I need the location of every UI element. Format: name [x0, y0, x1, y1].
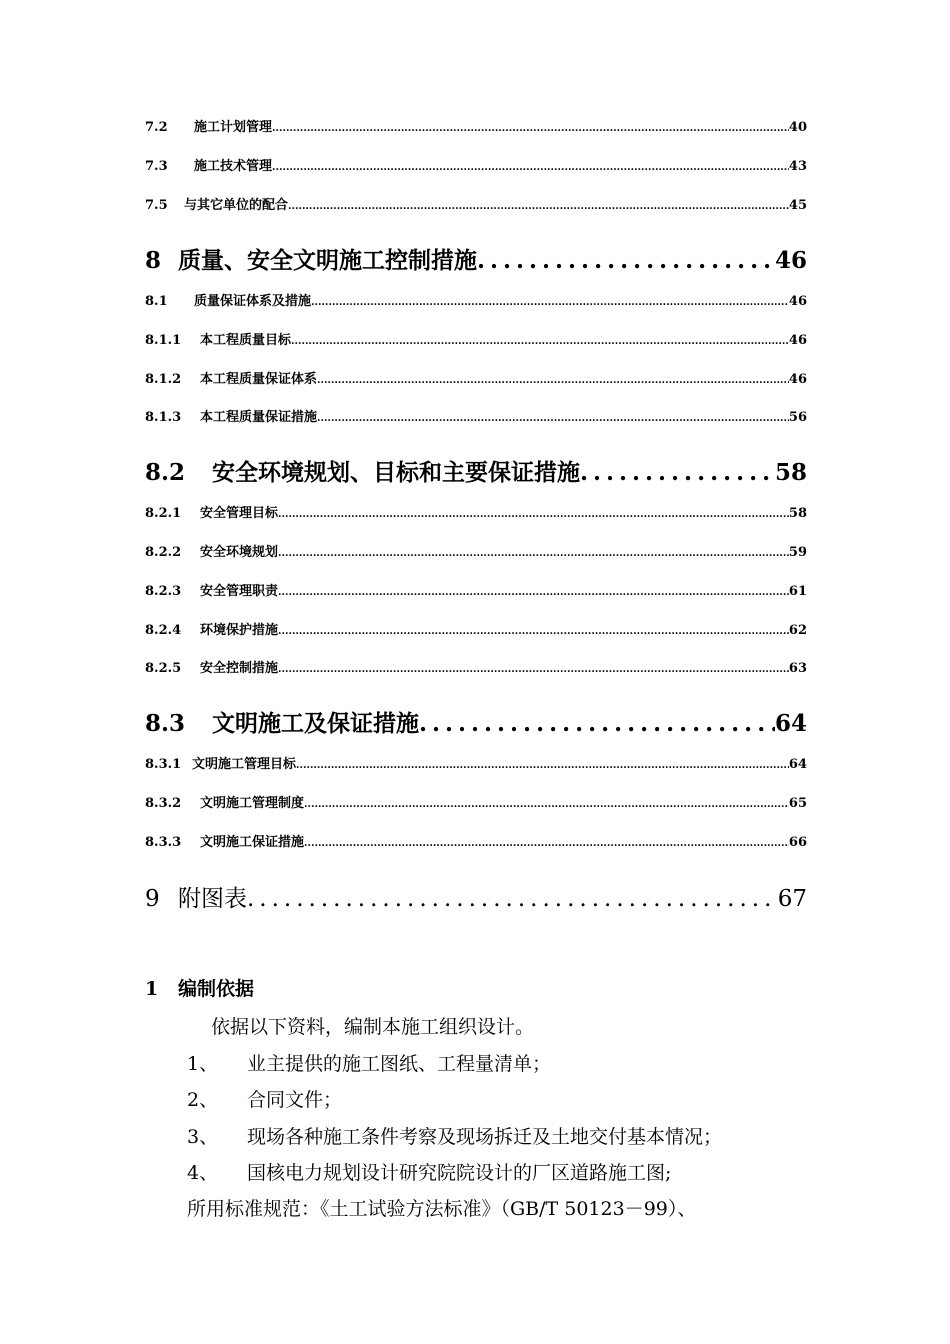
toc-entry[interactable] — [145, 502, 807, 521]
toc-entry-title: 安全控制措施 — [200, 661, 279, 676]
section-heading — [145, 974, 845, 1001]
section-title: 编制依据 — [178, 978, 255, 1000]
toc-entry-title: 安全环境规划、目标和主要保证措施 — [212, 459, 580, 486]
toc-entry-title: 本工程质量保证措施 — [200, 410, 318, 425]
toc-entry[interactable] — [145, 541, 807, 560]
toc-entry-page: 66 — [788, 835, 807, 850]
toc-entry[interactable] — [145, 242, 807, 275]
toc-entry-number: 8.2.3 — [145, 584, 182, 599]
toc-entry-page: 56 — [788, 410, 807, 425]
toc-entry-title: 安全环境规划 — [200, 545, 279, 560]
toc-entry-page: 59 — [788, 545, 807, 560]
toc-entry-number: 8 — [145, 247, 162, 274]
list-item — [187, 1049, 551, 1076]
toc-entry-page: 61 — [788, 584, 807, 599]
toc-entry[interactable] — [145, 705, 807, 738]
toc-entry-title: 环境保护措施 — [200, 623, 279, 638]
toc-entry-number: 8.1.3 — [145, 410, 182, 425]
toc-entry-title: 附图表 — [178, 886, 247, 912]
toc-entry-page: 58 — [774, 459, 807, 486]
toc-leader-dots — [247, 886, 778, 912]
toc-entry-number: 8.2.2 — [145, 545, 182, 560]
toc-leader-dots — [317, 375, 789, 386]
toc-entry-page: 45 — [788, 198, 807, 213]
toc-entry-page: 65 — [788, 796, 807, 811]
toc-entry-title: 质量保证体系及措施 — [194, 294, 312, 309]
list-item — [187, 1085, 342, 1112]
toc-entry[interactable] — [145, 831, 807, 850]
toc-entry-page: 46 — [788, 372, 807, 387]
toc-entry-page: 58 — [788, 506, 807, 521]
toc-entry[interactable] — [145, 290, 807, 309]
toc-entry-number: 7.2 — [145, 120, 168, 135]
toc-entry[interactable] — [145, 792, 807, 811]
standards-paragraph: 所用标准规范：《土工试验方法标准》（GB/T 50123－99）、 — [187, 1198, 697, 1220]
toc-leader-dots — [278, 626, 789, 637]
toc-entry[interactable] — [145, 406, 807, 425]
toc-entry[interactable] — [145, 116, 807, 135]
toc-leader-dots — [317, 413, 789, 424]
toc-entry-page: 64 — [788, 757, 807, 772]
toc-entry[interactable] — [145, 619, 807, 638]
section-number: 1 — [145, 978, 159, 1000]
toc-entry-title: 文明施工及保证措施 — [212, 710, 419, 737]
toc-entry-title: 安全管理目标 — [200, 506, 279, 521]
toc-leader-dots — [296, 760, 789, 771]
list-item-marker: 2、 — [187, 1089, 219, 1111]
toc-entry-number: 7.3 — [145, 159, 168, 174]
toc-entry-page: 67 — [777, 886, 807, 912]
list-item — [187, 1158, 671, 1185]
toc-entry-number: 8.2.5 — [145, 661, 182, 676]
toc-entry-page: 64 — [774, 710, 807, 737]
toc-leader-dots — [304, 799, 789, 810]
list-item-text: 现场各种施工条件考察及现场拆迁及土地交付基本情况； — [247, 1126, 723, 1148]
toc-entry-title: 质量、安全文明施工控制措施 — [178, 247, 477, 274]
toc-entry-title: 本工程质量目标 — [200, 333, 292, 348]
toc-entry[interactable] — [145, 194, 807, 213]
toc-entry[interactable] — [145, 880, 807, 913]
toc-entry-title: 文明施工管理目标 — [192, 757, 297, 772]
toc-leader-dots — [477, 247, 775, 274]
list-item-text: 合同文件； — [247, 1089, 343, 1111]
toc-entry-number: 8.3.1 — [145, 757, 182, 772]
toc-entry-title: 本工程质量保证体系 — [200, 372, 318, 387]
toc-entry-title: 文明施工保证措施 — [200, 835, 305, 850]
toc-leader-dots — [419, 710, 775, 737]
toc-leader-dots — [278, 548, 789, 559]
intro-paragraph: 依据以下资料，编制本施工组织设计。 — [211, 1016, 535, 1038]
toc-leader-dots — [272, 123, 789, 134]
toc-entry-number: 9 — [145, 886, 160, 912]
toc-entry-title: 文明施工管理制度 — [200, 796, 305, 811]
toc-leader-dots — [580, 459, 775, 486]
toc-entry-page: 63 — [788, 661, 807, 676]
list-item-text: 国核电力规划设计研究院院设计的厂区道路施工图; — [247, 1162, 672, 1184]
toc-entry[interactable] — [145, 368, 807, 387]
toc-entry-title: 施工技术管理 — [194, 159, 273, 174]
toc-entry-page: 62 — [788, 623, 807, 638]
toc-entry-number: 8.3 — [145, 710, 186, 737]
toc-entry[interactable] — [145, 753, 807, 772]
toc-entry-title: 施工计划管理 — [194, 120, 273, 135]
toc-entry-number: 8.3.3 — [145, 835, 182, 850]
toc-entry-number: 8.1.2 — [145, 372, 182, 387]
toc-leader-dots — [304, 838, 789, 849]
toc-leader-dots — [291, 336, 789, 347]
toc-entry[interactable] — [145, 657, 807, 676]
toc-leader-dots — [278, 664, 789, 675]
toc-entry-page: 40 — [788, 120, 807, 135]
toc-entry-page: 46 — [788, 333, 807, 348]
list-item-text: 业主提供的施工图纸、工程量清单； — [247, 1053, 552, 1075]
list-item-marker: 4、 — [187, 1162, 219, 1184]
toc-entry[interactable] — [145, 155, 807, 174]
list-item-marker: 1、 — [187, 1053, 219, 1075]
toc-entry-number: 8.1.1 — [145, 333, 182, 348]
toc-leader-dots — [288, 201, 789, 212]
toc-leader-dots — [278, 587, 789, 598]
toc-entry-page: 46 — [774, 247, 807, 274]
toc-entry[interactable] — [145, 454, 807, 487]
toc-entry-title: 安全管理职责 — [200, 584, 279, 599]
toc-entry[interactable] — [145, 329, 807, 348]
toc-entry-number: 8.2.1 — [145, 506, 182, 521]
toc-leader-dots — [272, 162, 789, 173]
toc-entry[interactable] — [145, 580, 807, 599]
toc-leader-dots — [311, 297, 789, 308]
toc-entry-page: 43 — [788, 159, 807, 174]
toc-entry-number: 8.1 — [145, 294, 168, 309]
toc-entry-number: 7.5 — [145, 198, 168, 213]
list-item-marker: 3、 — [187, 1126, 219, 1148]
toc-entry-number: 8.2 — [145, 459, 186, 486]
toc-entry-number: 8.3.2 — [145, 796, 182, 811]
toc-entry-number: 8.2.4 — [145, 623, 182, 638]
list-item — [187, 1122, 722, 1149]
toc-entry-page: 46 — [788, 294, 807, 309]
toc-entry-title: 与其它单位的配合 — [184, 198, 289, 213]
toc-leader-dots — [278, 509, 789, 520]
